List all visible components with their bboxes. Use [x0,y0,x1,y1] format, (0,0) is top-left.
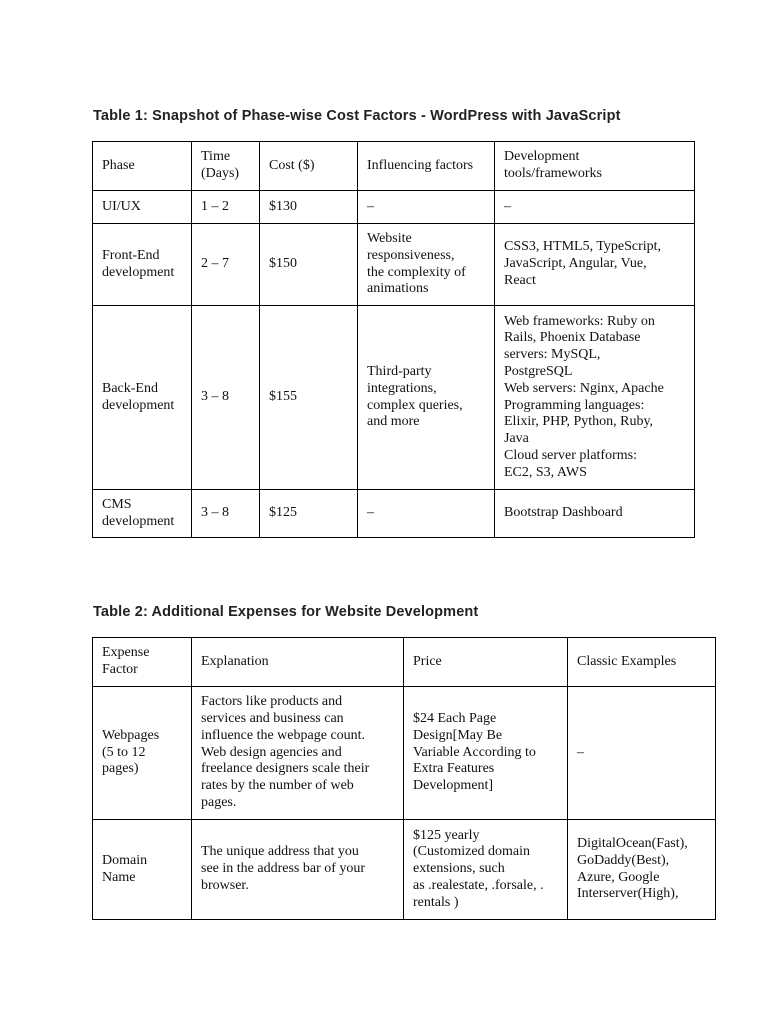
table-cell: Back-End development [93,306,192,490]
table-row [93,224,695,306]
table-cell: 3 – 8 [192,490,260,538]
table-row [93,820,716,920]
table-cell: Website responsiveness, the complexity of animations [358,224,495,306]
table-cell: Front-End development [93,224,192,306]
table-cell: CMS development [93,490,192,538]
header-cell: Development tools/frameworks [495,142,695,191]
table-cell: – [495,191,695,224]
table-cell: 2 – 7 [192,224,260,306]
table-cell: 3 – 8 [192,306,260,490]
table-cell: DigitalOcean(Fast), GoDaddy(Best), Azure, Google Interserver(High), [568,820,716,920]
table-row [93,687,716,820]
table-cell: – [358,191,495,224]
table-cell: $150 [260,224,358,306]
header-cell: Expense Factor [93,638,192,687]
header-cell: Explanation [192,638,404,687]
table-cell: UI/UX [93,191,192,224]
table-cell: $125 yearly (Customized domain extensions, such as .realestate, .forsale, . rentals ) [404,820,568,920]
table-cell: $24 Each Page Design[May Be Variable According to Extra Features Development] [404,687,568,820]
table-row [93,191,695,224]
table-cell: CSS3, HTML5, TypeScript, JavaScript, Angular, Vue, React [495,224,695,306]
table-cell: The unique address that you see in the address bar of your browser. [192,820,404,920]
table-cell: $155 [260,306,358,490]
table2-caption: Table 2: Additional Expenses for Website Development [93,604,479,620]
table-cell: Domain Name [93,820,192,920]
header-cell: Influencing factors [358,142,495,191]
header-cell: Classic Examples [568,638,716,687]
table-cell: Webpages (5 to 12 pages) [93,687,192,820]
table-cell: Bootstrap Dashboard [495,490,695,538]
table-cell: – [568,687,716,820]
table-row [93,490,695,538]
table-cell: Third-party integrations, complex queries, and more [358,306,495,490]
table-header-row [93,142,695,191]
table-row [93,306,695,490]
additional-expenses-table [92,637,716,920]
table-cell: 1 – 2 [192,191,260,224]
header-cell: Price [404,638,568,687]
table-cell: – [358,490,495,538]
table-cell: Factors like products and services and business can influence the webpage count. Web design agencies and freelance designers scale their rates by the number of web pages. [192,687,404,820]
header-cell: Phase [93,142,192,191]
header-cell: Time (Days) [192,142,260,191]
table1-caption: Table 1: Snapshot of Phase-wise Cost Factors - WordPress with JavaScript [93,108,621,124]
phase-cost-table [92,141,695,538]
table-cell: $130 [260,191,358,224]
header-cell: Cost ($) [260,142,358,191]
table-cell: Web frameworks: Ruby on Rails, Phoenix Database servers: MySQL, PostgreSQL Web servers: Nginx, Apache Programming languages: Elixir, PHP, Python, Ruby, Java Cloud server platforms: EC2, S3, AWS [495,306,695,490]
table-cell: $125 [260,490,358,538]
table-header-row [93,638,716,687]
